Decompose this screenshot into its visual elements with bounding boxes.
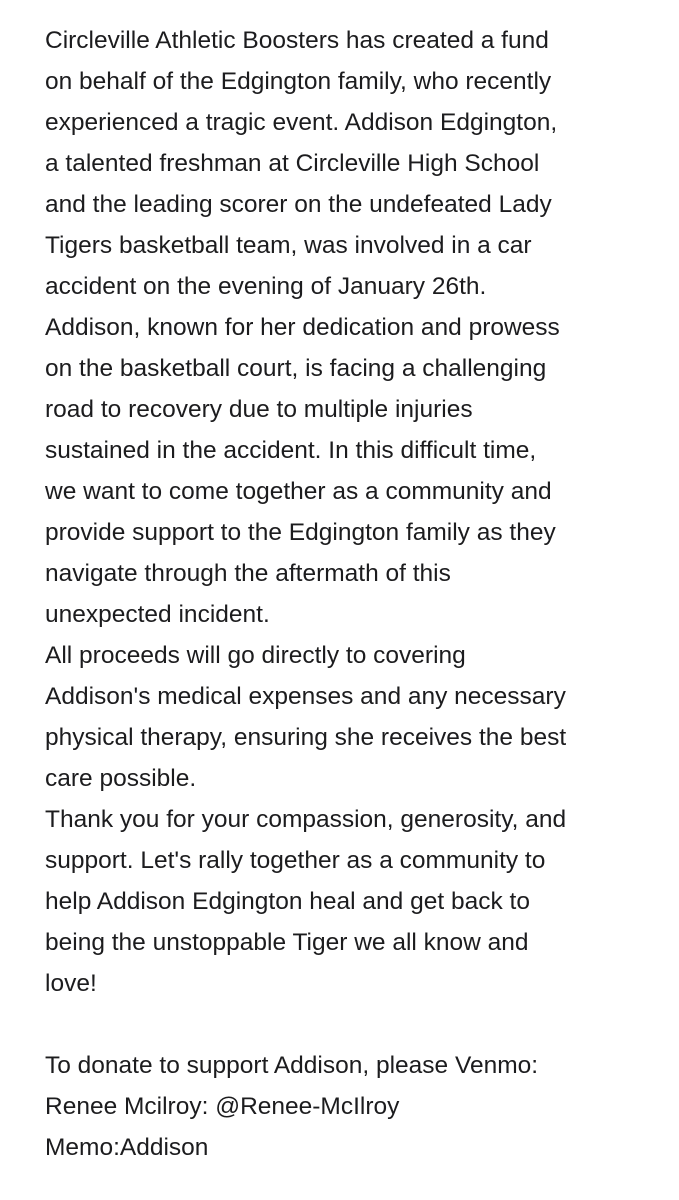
text-line: experienced a tragic event. Addison Edgington, xyxy=(45,109,558,136)
text-line: being the unstoppable Tiger we all know and xyxy=(45,929,529,956)
text-line: unexpected incident. xyxy=(45,601,270,628)
text-line: road to recovery due to multiple injuries xyxy=(45,396,473,423)
text-line: on the basketball court, is facing a challenging xyxy=(45,355,547,382)
text-line: accident on the evening of January 26th. xyxy=(45,273,487,300)
text-line: Circleville Athletic Boosters has created a fund xyxy=(45,27,549,54)
blank-line xyxy=(45,1004,645,1045)
text-line: help Addison Edgington heal and get back to xyxy=(45,888,530,915)
venmo-handle: Renee Mcilroy: @Renee-McIlroy xyxy=(45,1093,400,1120)
text-line: physical therapy, ensuring she receives the best xyxy=(45,724,567,751)
note-body xyxy=(45,20,645,1168)
text-line: a talented freshman at Circleville High School xyxy=(45,150,540,177)
donation-info xyxy=(45,1045,645,1168)
paragraph-proceeds xyxy=(45,635,645,799)
venmo-memo: Memo:Addison xyxy=(45,1134,209,1161)
text-line: Tigers basketball team, was involved in a car xyxy=(45,232,532,259)
text-line: Addison's medical expenses and any necessary xyxy=(45,683,566,710)
text-line: provide support to the Edgington family as they xyxy=(45,519,556,546)
text-line: on behalf of the Edgington family, who recently xyxy=(45,68,552,95)
text-line: Addison, known for her dedication and prowess xyxy=(45,314,560,341)
text-line: love! xyxy=(45,970,97,997)
text-line: care possible. xyxy=(45,765,197,792)
paragraph-fund-announcement xyxy=(45,20,645,635)
text-line: All proceeds will go directly to covering xyxy=(45,642,466,669)
donate-instruction: To donate to support Addison, please Venmo: xyxy=(45,1052,539,1079)
text-line: Thank you for your compassion, generosity, and xyxy=(45,806,567,833)
text-line: navigate through the aftermath of this xyxy=(45,560,451,587)
paragraph-thank-you xyxy=(45,799,645,1004)
text-line: and the leading scorer on the undefeated Lady xyxy=(45,191,552,218)
text-line: sustained in the accident. In this difficult time, xyxy=(45,437,537,464)
text-line: support. Let's rally together as a community to xyxy=(45,847,546,874)
text-line: we want to come together as a community and xyxy=(45,478,552,505)
